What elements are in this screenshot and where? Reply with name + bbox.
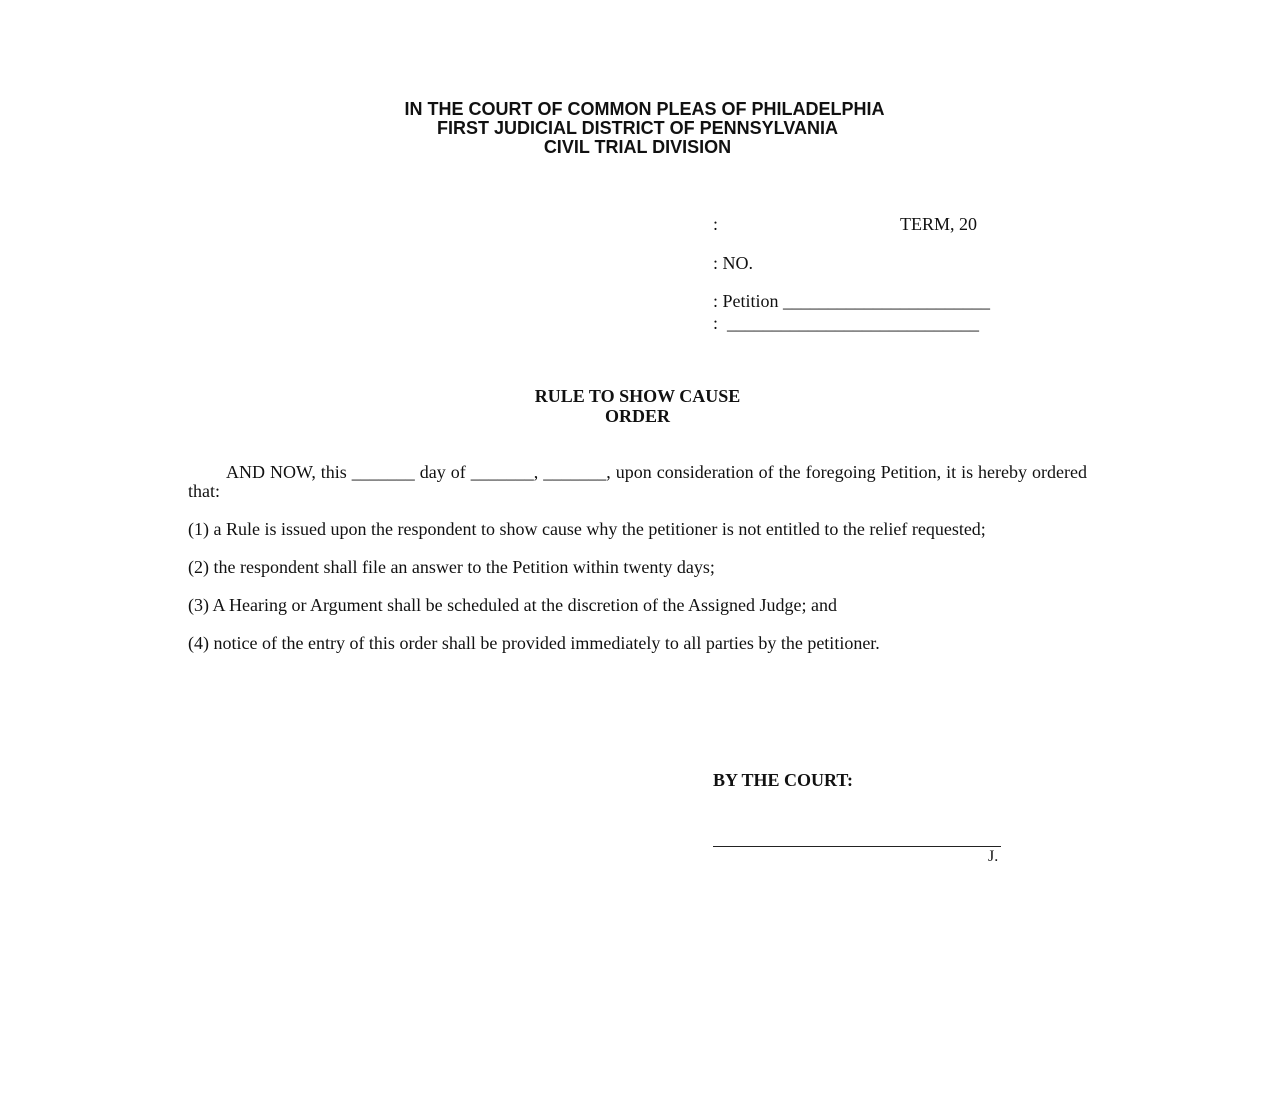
caption-term-line — [713, 214, 1013, 294]
case-number-label: : NO. — [713, 253, 753, 273]
order-item-1: (1) a Rule is issued upon the respondent to show cause why the petitioner is not entitled to the relief requested; — [188, 519, 986, 539]
order-intro: AND NOW, this _______ day of _______, _______, upon consideration of the foregoing Petition, it is hereby ordered that: — [188, 462, 1087, 501]
order-item-3: (3) A Hearing or Argument shall be scheduled at the discretion of the Assigned Judge; and — [188, 595, 838, 615]
judicial-district: FIRST JUDICIAL DISTRICT OF PENNSYLVANIA — [436, 118, 839, 138]
order-item-4: (4) notice of the entry of this order shall be provided immediately to all parties by the petitioner. — [188, 633, 880, 653]
order-body — [188, 463, 1087, 672]
division-name: CIVIL TRIAL DIVISION — [543, 137, 732, 157]
document-title — [0, 386, 1275, 426]
title-order: ORDER — [604, 406, 670, 426]
title-rule-to-show-cause: RULE TO SHOW CAUSE — [534, 386, 741, 406]
by-the-court-label: BY THE COURT: — [713, 770, 854, 790]
order-item-2: (2) the respondent shall file an answer to the Petition within twenty days; — [188, 557, 715, 577]
petition-field: : Petition _______________________ — [713, 291, 991, 311]
court-header — [0, 100, 1275, 157]
caption-colon: : — [713, 214, 719, 234]
term-label: TERM, 20 — [900, 214, 978, 234]
judge-suffix: J. — [988, 848, 999, 865]
court-name: IN THE COURT OF COMMON PLEAS OF PHILADELPHIA — [404, 99, 885, 119]
petition-blank-line: : ____________________________ — [713, 313, 980, 333]
judge-signature-line — [713, 846, 1001, 847]
